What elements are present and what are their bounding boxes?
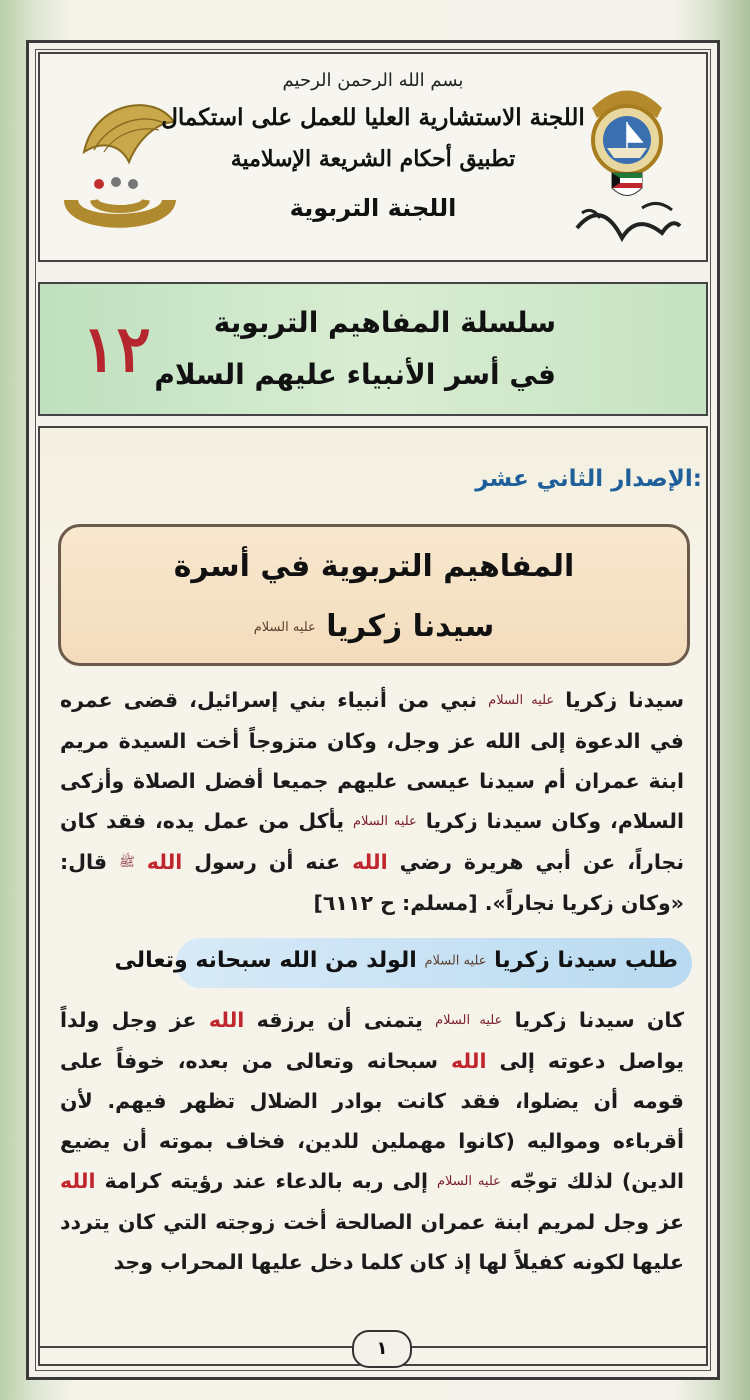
- p1-text-b: نبي من أنبياء بني إسرائيل، قضى عمره في الدعوة إلى الله عز وجل، وكان متزوجاً أخت السيدة مريم ابنة عمران أم سيدنا عيسى عليهم جميعا أفضل الصلاة وأزكى السلام، وكان سيدنا زكريا: [60, 688, 684, 833]
- section-heading-a: طلب سيدنا زكريا: [494, 948, 678, 973]
- footer-rule-right: [408, 1346, 708, 1348]
- p2-text-f: عز وجل لمريم ابنة عمران الصالحة أخت زوجته التي كان يتردد عليها لكونه كفيلاً لها إذ كان كلما دخل عليها المحراب وجد: [60, 1210, 684, 1274]
- p2-text-d: سبحانه وتعالى من بعده، خوفاً على قومه أن يضلوا، فقد كانت بوادر الضلال تظهر فيهم. لأن أقرباءه ومواليه (كانوا مهملين للدين، فخاف بموته أن يضيع الدين) لذلك توجّه: [60, 1049, 685, 1193]
- title-line2-text: سيدنا زكريا: [326, 609, 495, 644]
- paragraph-request: [60, 1000, 684, 1282]
- section-heading: [114, 938, 692, 988]
- p1-honorific-3: ﷺ: [119, 855, 135, 870]
- p2-text-a: كان سيدنا زكريا: [514, 1008, 685, 1032]
- page-number: ١: [352, 1330, 412, 1368]
- p2-honorific-1: عليه السلام: [435, 1013, 503, 1028]
- org-name-line1: اللجنة الاستشارية العليا للعمل على استكمال: [161, 104, 585, 131]
- p1-text-c: يأكل من عمل يده، فقد كان نجاراً، عن أبي هريرة رضي: [60, 809, 685, 874]
- title-line1: المفاهيم التربوية في أسرة: [173, 549, 575, 584]
- p2-text-c: عز وجل ولداً يواصل دعوته إلى: [60, 1008, 684, 1073]
- p2-allah-2: الله: [450, 1049, 487, 1073]
- series-number: ١٢: [82, 312, 151, 387]
- paragraph-intro: [60, 680, 684, 923]
- p1-honorific-1: عليه السلام: [488, 693, 555, 708]
- series-title-line1: سلسلة المفاهيم التربوية: [213, 306, 556, 339]
- edition-label: الإصدار الثاني عشر:: [475, 466, 702, 492]
- section-honorific: عليه السلام: [424, 953, 487, 969]
- p2-allah-1: الله: [208, 1008, 245, 1032]
- p1-text-d: عنه أن رسول: [194, 850, 341, 874]
- p2-allah-3: الله: [60, 1169, 96, 1193]
- header-panel: [38, 52, 708, 262]
- p1-text-a: سيدنا زكريا: [565, 688, 685, 712]
- org-name-line2: تطبيق أحكام الشريعة الإسلامية: [230, 146, 516, 172]
- p1-allah-2: الله: [146, 850, 183, 874]
- p1-text-e: قال: «وكان زكريا نجاراً». [مسلم: ح ٦١١٢]: [60, 850, 684, 915]
- p1-allah-1: الله: [352, 850, 388, 874]
- p2-text-e: إلى ربه بالدعاء عند رؤيته كرامة: [104, 1169, 429, 1193]
- title-box: [58, 524, 690, 666]
- p2-text-b: يتمنى أن يرزقه: [256, 1008, 423, 1032]
- p2-honorific-2: عليه السلام: [437, 1174, 501, 1189]
- footer-rule-left: [38, 1346, 352, 1348]
- section-heading-b: الولد من الله سبحانه وتعالى: [114, 948, 417, 973]
- series-banner: [38, 282, 708, 416]
- honorific-calligraphy: عليه السلام: [253, 620, 316, 635]
- basmala: بسم الله الرحمن الرحيم: [282, 70, 464, 91]
- title-line2: [61, 609, 687, 644]
- department-name: اللجنة التربوية: [289, 194, 457, 222]
- series-title-line2: في أسر الأنبياء عليهم السلام: [154, 358, 556, 391]
- p1-honorific-2: عليه السلام: [352, 814, 417, 829]
- section-heading-text: [115, 948, 678, 973]
- kuwait-emblem-icon: [562, 78, 692, 253]
